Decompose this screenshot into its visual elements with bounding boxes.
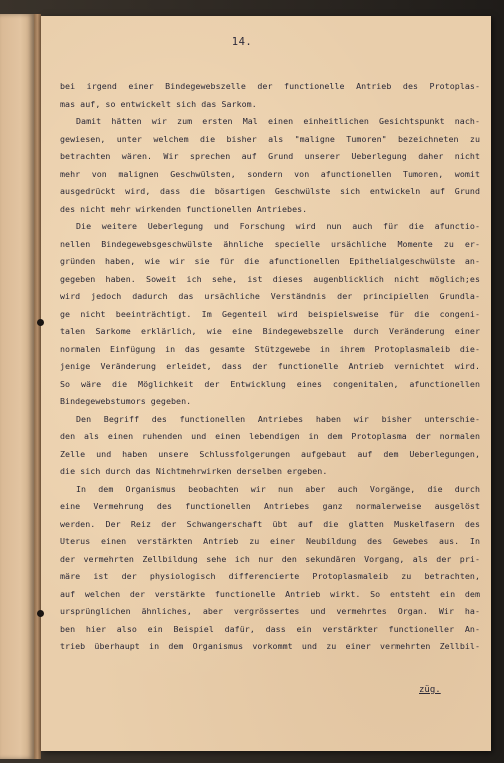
text-line: des nicht mehr wirkenden functionellen Antriebes. bbox=[60, 203, 308, 214]
text-line: der vermehrten Zellbildung sehe ich nur den sekundären Vorgang, als der pri- bbox=[60, 553, 480, 564]
text-line: gründen haben, wie wir sie für die afunctionellen Epithelialgeschwülste an- bbox=[60, 256, 480, 266]
text-line: Den Begriff des functionellen Antriebes haben wir bisher unterschie- bbox=[76, 413, 480, 424]
book-spine bbox=[34, 14, 41, 759]
text-line: normalen Einfügung in das gesamte Stützgewebe in ihrem Protoplasmaleib die- bbox=[60, 343, 480, 354]
text-line: Uterus einen verstärkten Antrieb zu einer Neubildung des Gewebes aus. In bbox=[60, 536, 480, 546]
document-page bbox=[41, 16, 491, 751]
punch-hole bbox=[37, 319, 44, 326]
text-line: So wäre die Möglichkeit der Entwicklung eines congenitalen, afunctionellen bbox=[60, 378, 480, 389]
punch-hole bbox=[37, 610, 44, 617]
continuation-catchword: züg. bbox=[419, 685, 441, 695]
text-line: den als einen ruhenden und einen lebendigen in dem Protoplasma der normalen bbox=[60, 431, 480, 441]
text-line: In dem Organismus beobachten wir nun aber auch Vorgänge, die durch bbox=[76, 483, 480, 494]
text-line: gewiesen, unter welchem die bisher als "maligne Tumoren" bezeichneten zu bbox=[60, 133, 480, 144]
text-line: betrachten wären. Wir sprechen auf Grund unserer Ueberlegung daher nicht bbox=[60, 151, 480, 161]
text-line: märe ist der physiologisch differencierte Protoplasmaleib zu betrachten, bbox=[60, 571, 480, 581]
text-line: Die weitere Ueberlegung und Forschung wird nun auch für die afunctio- bbox=[76, 221, 480, 231]
text-line: auf welchen der verstärkte functionelle Antrieb wirkt. So entsteht ein dem bbox=[60, 588, 480, 599]
text-line: bei irgend einer Bindegewebszelle der functionelle Antrieb des Protoplas- bbox=[60, 81, 480, 91]
text-line: Zelle und haben unsere Schlussfolgerungen aufgebaut auf dem Ueberlegungen, bbox=[60, 448, 480, 459]
text-line: talen Sarkome erklärlich, wie eine Bindegewebszelle durch Veränderung einer bbox=[60, 326, 480, 336]
text-line: mehr von malignen Geschwülsten, sondern von afunctionellen Tumoren, womit bbox=[60, 168, 480, 179]
text-line: trieb überhaupt in dem Organismus vorkommt und zu einer vermehrten Zellbil- bbox=[60, 641, 480, 651]
text-line: jenige Veränderung erleidet, dass der functionelle Antrieb vernichtet wird. bbox=[60, 361, 480, 371]
text-line: ursprünglichen ähnliches, aber vergrössertes und vermehrtes Organ. Wir ha- bbox=[60, 606, 480, 616]
text-line: ben hier also ein Beispiel dafür, dass ein verstärkter functioneller An- bbox=[60, 623, 480, 634]
page-number: 14. bbox=[231, 36, 253, 48]
text-line: wird jedoch dadurch das ursächliche Verständnis der principiellen Grundla- bbox=[60, 291, 480, 301]
text-line: die sich durch das Nichtmehrwirken derselben ergeben. bbox=[60, 466, 328, 476]
text-line: werden. Der Reiz der Schwangerschaft übt auf die glatten Muskelfasern des bbox=[60, 518, 480, 529]
text-line: ausgedrückt wird, dass die bösartigen Geschwülste sich entwickeln auf Grund bbox=[60, 186, 480, 196]
text-line: mas auf, so entwickelt sich das Sarkom. bbox=[60, 98, 257, 109]
text-line: Damit hätten wir zum ersten Mal einen einheitlichen Gesichtspunkt nach- bbox=[76, 116, 480, 126]
text-line: gegeben haben. Soweit ich sehe, ist dieses augenblicklich nicht möglich;es bbox=[60, 273, 480, 284]
facing-page-edge bbox=[0, 14, 34, 759]
text-line: Bindegewebstumors gegeben. bbox=[60, 396, 192, 406]
text-line: eine Vermehrung des functionellen Antriebes ganz normalerweise ausgelöst bbox=[60, 501, 480, 511]
text-line: ge nicht beeinträchtigt. Im Gegenteil wird beispielsweise für die congeni- bbox=[60, 308, 480, 319]
text-line: nellen Bindegewebsgeschwülste ähnliche specielle ursächliche Momente zu er- bbox=[60, 238, 480, 249]
typed-body-text bbox=[60, 78, 480, 656]
